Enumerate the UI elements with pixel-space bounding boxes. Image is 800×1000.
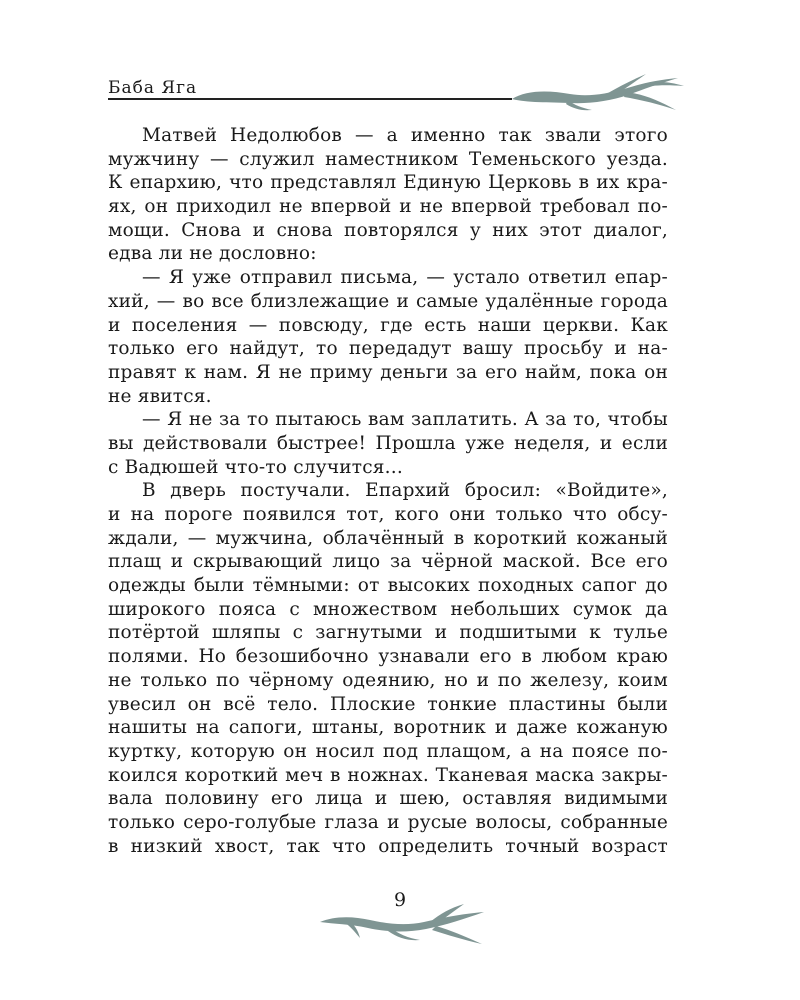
text-line: К епархию, что представлял Единую Церковь в их кра- [108, 172, 668, 194]
text-line: одежды были тёмными: от высоких походных сапог до [108, 575, 668, 597]
text-line: нашиты на сапоги, штаны, воротник и даже кожаную [108, 717, 668, 739]
running-head: Баба Яга [108, 78, 198, 98]
text-line: только его найдут, то передадут вашу просьбу и на- [108, 338, 668, 360]
header-rule [108, 98, 512, 100]
text-line: куртку, которую он носил под плащом, а на поясе по- [108, 740, 668, 762]
text-line: полями. Но безошибочно узнавали его в любом краю [108, 646, 668, 668]
text-line: широкого пояса с множеством небольших сумок да [108, 598, 668, 620]
text-line: Матвей Недолюбов — а именно так звали этого [142, 125, 668, 146]
text-line: ях, он приходил не впервой и не впервой требовал по- [108, 196, 668, 218]
text-line: в низкий хвост, так что определить точный возраст [108, 835, 668, 857]
text-line: только серо-голубые глаза и русые волосы, собранные [108, 811, 668, 833]
text-line: с Вадюшей что-то случится... [108, 456, 403, 478]
text-line: ждали, — мужчина, облачённый в короткий кожаный [108, 527, 668, 549]
text-line: коился короткий меч в ножнах. Тканевая маска закры- [108, 764, 668, 786]
text-line: мужчину — служил наместником Теменьского уезда. [108, 148, 668, 170]
text-line: вала половину его лица и шею, оставляя видимыми [108, 788, 668, 810]
text-line: едва ли не дословно: [108, 243, 317, 265]
text-line: — Я уже отправил письма, — устало ответил епар- [142, 267, 668, 289]
text-line: плащ и скрывающий лицо за чёрной маской. Все его [108, 551, 668, 573]
text-line: не явится. [108, 385, 212, 407]
page-number: 9 [393, 889, 407, 911]
text-line: увесил он всё тело. Плоские тонкие пластины были [108, 693, 668, 715]
text-line: В дверь постучали. Епархий бросил: «Войдите», [142, 480, 668, 502]
text-line: потёртой шляпы с загнутыми и подшитыми к тулье [108, 622, 668, 644]
text-line: и поселения — повсюду, где есть наши церкви. Как [108, 314, 668, 336]
text-line: и на пороге появился тот, кого они только что обсу- [108, 504, 668, 525]
text-line: не только по чёрному одеянию, но и по железу, коим [108, 669, 668, 691]
branch-ornament-footer-icon [318, 900, 488, 950]
text-line: хий, — во все близлежащие и самые удалённые города [108, 290, 668, 312]
body-text [108, 124, 668, 858]
text-line: вы действовали быстрее! Прошла уже неделя, и если [108, 432, 668, 454]
text-line: правят к нам. Я не приму деньги за его найм, пока он [108, 361, 668, 383]
text-line: мощи. Снова и снова повторялся у них этот диалог, [108, 219, 668, 241]
branch-ornament-header-icon [508, 70, 688, 120]
text-line: — Я не за то пытаюсь вам заплатить. А за то, чтобы [142, 409, 668, 431]
